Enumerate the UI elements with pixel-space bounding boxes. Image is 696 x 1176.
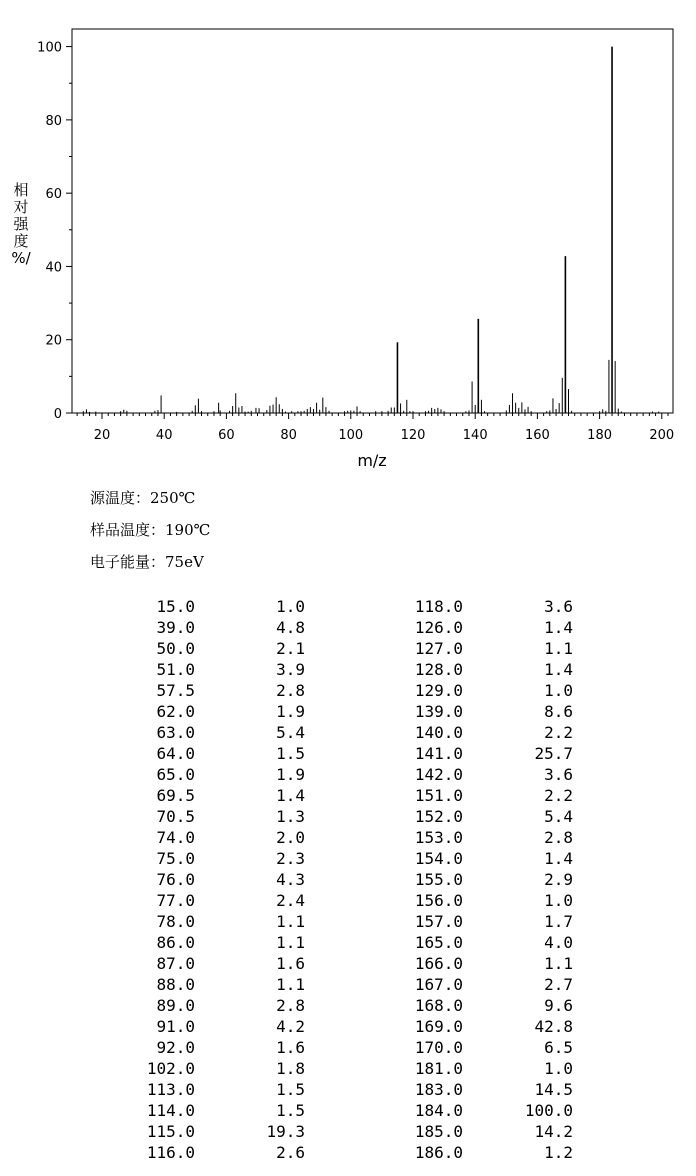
peak-intensity: 2.1 — [276, 639, 305, 658]
peak-mz: 39.0 — [156, 618, 195, 637]
peak-mz: 78.0 — [156, 912, 195, 931]
y-axis-title-char: 强 — [13, 215, 29, 233]
peak-intensity: 1.8 — [276, 1059, 305, 1078]
peak-intensity: 19.3 — [266, 1122, 305, 1141]
peak-intensity: 6.5 — [544, 1038, 573, 1057]
peak-mz: 166.0 — [414, 954, 463, 973]
peak-mz: 102.0 — [146, 1059, 195, 1078]
y-axis-ticks — [66, 47, 72, 413]
peak-mz: 169.0 — [414, 1017, 463, 1036]
peak-intensity: 2.7 — [544, 975, 573, 994]
peak-mz: 113.0 — [146, 1080, 195, 1099]
peak-mz: 156.0 — [414, 891, 463, 910]
y-tick-label: 100 — [37, 40, 62, 56]
peak-mz: 92.0 — [156, 1038, 195, 1057]
peak-intensity: 1.0 — [276, 597, 305, 616]
peak-intensity: 1.6 — [276, 954, 305, 973]
peak-intensity: 2.4 — [276, 891, 305, 910]
peak-intensity: 1.0 — [544, 1059, 573, 1078]
peak-intensity: 14.5 — [534, 1080, 573, 1099]
peak-mz: 51.0 — [156, 660, 195, 679]
peak-mz: 75.0 — [156, 849, 195, 868]
peak-mz: 151.0 — [414, 786, 463, 805]
peak-intensity: 1.1 — [276, 912, 305, 931]
peak-intensity: 1.7 — [544, 912, 573, 931]
peak-mz: 15.0 — [156, 597, 195, 616]
peak-mz: 65.0 — [156, 765, 195, 784]
peak-mz: 152.0 — [414, 807, 463, 826]
peak-mz: 87.0 — [156, 954, 195, 973]
x-axis-tick-labels — [94, 428, 674, 443]
y-axis-title — [10, 182, 32, 267]
peak-mz: 63.0 — [156, 723, 195, 742]
peak-intensity: 1.1 — [276, 975, 305, 994]
peak-intensity: 3.6 — [544, 765, 573, 784]
peak-mz: 126.0 — [414, 618, 463, 637]
peak-mz: 127.0 — [414, 639, 463, 658]
peak-mz: 86.0 — [156, 933, 195, 952]
peak-intensity: 14.2 — [534, 1122, 573, 1141]
x-tick-label: 200 — [649, 428, 675, 443]
peak-mz: 89.0 — [156, 996, 195, 1015]
peak-mz: 77.0 — [156, 891, 195, 910]
peak-mz: 91.0 — [156, 1017, 195, 1036]
peak-mz: 141.0 — [414, 744, 463, 763]
peak-mz: 181.0 — [414, 1059, 463, 1078]
peak-intensity: 2.2 — [544, 786, 573, 805]
peak-intensity: 2.2 — [544, 723, 573, 742]
peak-mz: 76.0 — [156, 870, 195, 889]
peak-intensity: 4.0 — [544, 933, 573, 952]
peak-intensity: 1.1 — [544, 954, 573, 973]
x-axis-ticks — [77, 413, 668, 419]
peak-mz: 142.0 — [414, 765, 463, 784]
peak-mz: 168.0 — [414, 996, 463, 1015]
y-axis-title-char: 对 — [13, 198, 29, 216]
peak-mz: 115.0 — [146, 1122, 195, 1141]
y-axis-title-char: 相 — [13, 181, 29, 199]
peak-mz: 185.0 — [414, 1122, 463, 1141]
peak-intensity: 1.0 — [544, 891, 573, 910]
peak-intensity: 4.8 — [276, 618, 305, 637]
peak-mz: 57.5 — [156, 681, 195, 700]
x-tick-label: 120 — [400, 428, 426, 443]
peak-intensity: 1.9 — [276, 702, 305, 721]
peak-intensity: 4.3 — [276, 870, 305, 889]
x-axis-title: m/z — [357, 451, 387, 470]
mass-spectrum-chart — [0, 0, 696, 480]
peak-intensity: 2.8 — [276, 681, 305, 700]
peak-intensity: 5.4 — [276, 723, 305, 742]
peak-intensity: 1.2 — [544, 1143, 573, 1162]
y-tick-label: 80 — [45, 113, 62, 129]
x-tick-label: 80 — [280, 428, 297, 443]
peak-intensity: 1.5 — [276, 1101, 305, 1120]
electron-energy: 电子能量：75eV — [90, 553, 204, 571]
peak-intensity: 1.9 — [276, 765, 305, 784]
peak-mz: 69.5 — [156, 786, 195, 805]
x-tick-label: 20 — [93, 428, 111, 443]
y-tick-label: 20 — [45, 333, 62, 349]
peak-intensity: 8.6 — [544, 702, 573, 721]
sample-temperature: 样品温度：190℃ — [90, 521, 211, 539]
x-tick-label: 140 — [462, 428, 488, 443]
source-temperature: 源温度：250℃ — [90, 489, 196, 507]
peak-mz: 186.0 — [414, 1143, 463, 1162]
peak-intensity: 3.9 — [276, 660, 305, 679]
peak-intensity: 1.1 — [276, 933, 305, 952]
peak-mz: 116.0 — [146, 1143, 195, 1162]
peak-mz: 140.0 — [414, 723, 463, 742]
peak-intensity: 2.0 — [276, 828, 305, 847]
peak-mz: 70.5 — [156, 807, 195, 826]
plot-frame — [72, 29, 673, 413]
peak-intensity: 1.5 — [276, 744, 305, 763]
peak-intensity: 25.7 — [534, 744, 573, 763]
peak-mz: 154.0 — [414, 849, 463, 868]
x-tick-label: 40 — [155, 428, 173, 443]
peak-intensity: 2.8 — [544, 828, 573, 847]
peak-mz: 139.0 — [414, 702, 463, 721]
peak-mz: 170.0 — [414, 1038, 463, 1057]
peak-intensity: 1.3 — [276, 807, 305, 826]
y-axis-title-char: %/ — [11, 249, 31, 267]
x-tick-label: 180 — [587, 428, 613, 443]
peak-mz: 183.0 — [414, 1080, 463, 1099]
y-tick-label: 40 — [45, 260, 62, 276]
spectrum-bars — [83, 47, 658, 413]
peak-mz: 64.0 — [156, 744, 195, 763]
peak-mz: 88.0 — [156, 975, 195, 994]
peak-intensity: 4.2 — [276, 1017, 305, 1036]
peak-intensity: 2.9 — [544, 870, 573, 889]
peak-mz: 114.0 — [146, 1101, 195, 1120]
peak-mz: 128.0 — [414, 660, 463, 679]
peak-mz: 155.0 — [414, 870, 463, 889]
y-tick-label: 0 — [53, 407, 62, 422]
peak-intensity: 3.6 — [544, 597, 573, 616]
peak-intensity: 1.0 — [544, 681, 573, 700]
peak-intensity: 1.1 — [544, 639, 573, 658]
peak-intensity: 1.4 — [276, 786, 305, 805]
x-tick-label: 100 — [338, 428, 364, 443]
peak-intensity: 1.4 — [544, 618, 573, 637]
peak-intensity: 1.4 — [544, 660, 573, 679]
y-axis-title-char: 度 — [13, 232, 29, 250]
peak-mz: 62.0 — [156, 702, 195, 721]
peak-intensity: 100.0 — [524, 1101, 573, 1120]
peak-intensity: 9.6 — [544, 996, 573, 1015]
x-tick-label: 60 — [218, 428, 235, 443]
y-axis-tick-labels — [37, 41, 62, 422]
peak-intensity: 42.8 — [534, 1017, 573, 1036]
x-tick-label: 160 — [524, 428, 550, 443]
y-tick-label: 60 — [45, 187, 62, 203]
peak-mz: 153.0 — [414, 828, 463, 847]
peak-intensity: 2.3 — [276, 849, 305, 868]
peak-mz: 50.0 — [156, 639, 195, 658]
peak-mz: 118.0 — [414, 597, 463, 616]
peak-intensity: 2.6 — [276, 1143, 305, 1162]
peak-intensity: 1.6 — [276, 1038, 305, 1057]
peak-intensity: 2.8 — [276, 996, 305, 1015]
peak-intensity: 1.5 — [276, 1080, 305, 1099]
peak-intensity: 1.4 — [544, 849, 573, 868]
peak-mz: 157.0 — [414, 912, 463, 931]
peak-mz: 167.0 — [414, 975, 463, 994]
peak-mz: 74.0 — [156, 828, 195, 847]
peak-intensity: 5.4 — [544, 807, 573, 826]
peak-mz: 129.0 — [414, 681, 463, 700]
peak-mz: 165.0 — [414, 933, 463, 952]
peak-mz: 184.0 — [414, 1101, 463, 1120]
